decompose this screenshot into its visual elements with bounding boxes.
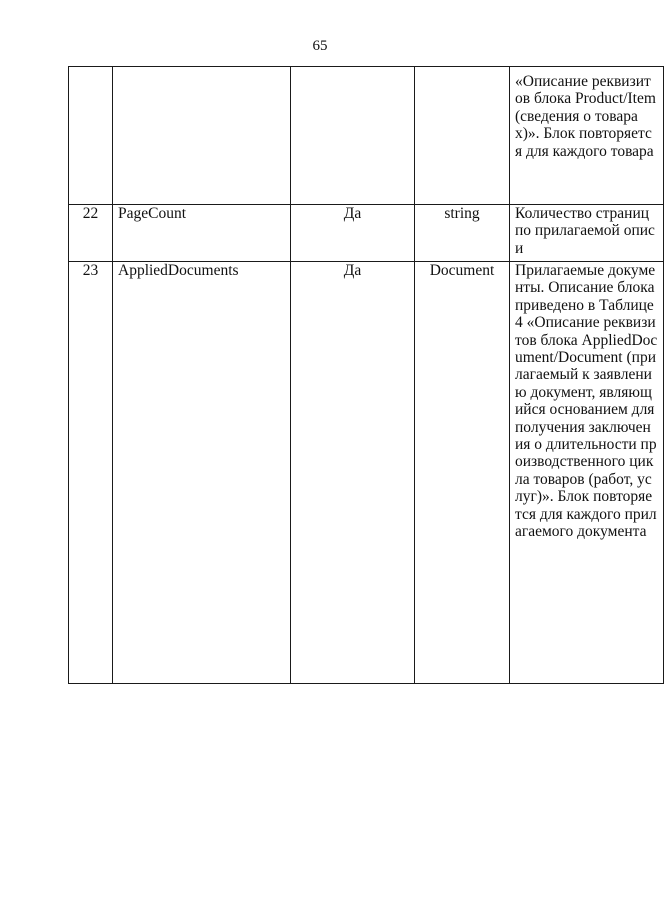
cell-field-name	[113, 67, 291, 205]
cell-required: Да	[291, 262, 415, 684]
cell-number	[69, 67, 113, 205]
cell-type: Document	[415, 262, 510, 684]
cell-type: string	[415, 205, 510, 262]
cell-type	[415, 67, 510, 205]
requisites-table	[68, 66, 664, 684]
page-number: 65	[312, 38, 328, 54]
cell-number: 23	[69, 262, 113, 684]
cell-description: Количество страниц по прилагаемой описи	[510, 205, 664, 262]
cell-field-name: AppliedDocuments	[113, 262, 291, 684]
table-row	[69, 205, 664, 262]
table-row-continuation	[69, 67, 664, 205]
cell-number: 22	[69, 205, 113, 262]
cell-field-name: PageCount	[113, 205, 291, 262]
cell-description: Прилагаемые документы. Описание блока приведено в Таблице 4 «Описание реквизитов блока AppliedDocument/Document (прилагаемый к заявлению документ, являющийся основанием для получения заключения о длительности производственного цикла товаров (работ, услуг)». Блок повторяется для каждого прилагаемого документа	[510, 262, 664, 684]
cell-description: «Описание реквизитов блока Product/Item (сведения о товарах)». Блок повторяется для каждого товара	[510, 67, 664, 205]
table-row	[69, 262, 664, 684]
cell-required: Да	[291, 205, 415, 262]
cell-required	[291, 67, 415, 205]
